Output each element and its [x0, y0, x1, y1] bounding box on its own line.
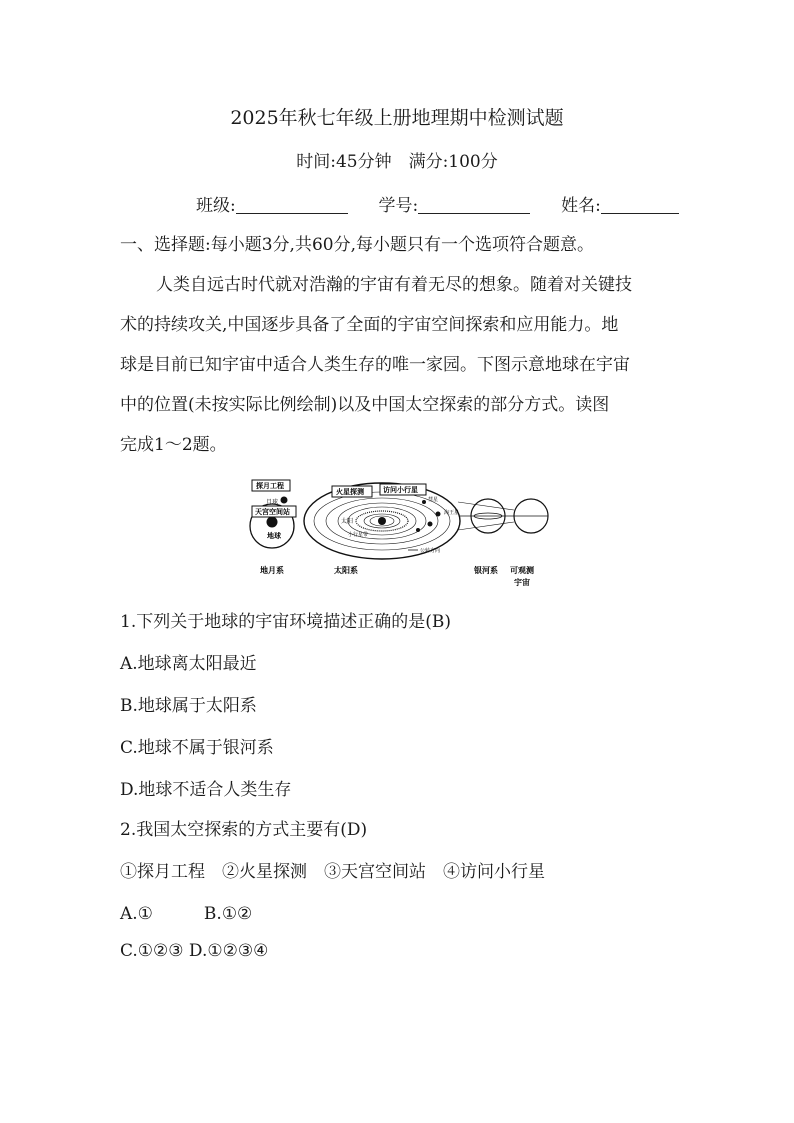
moon-project-label: 探月工程 [256, 482, 284, 490]
exam-title: 2025年秋七年级上册地理期中检测试题 [230, 107, 564, 129]
options-row[interactable]: A.① B.①② [120, 904, 253, 924]
moon-label: 月球 [266, 499, 279, 506]
student-info-row [196, 191, 679, 216]
neptune-label: 海王星 [444, 510, 460, 516]
mars-label: 火星探测 [336, 488, 364, 496]
earth-dot [267, 517, 278, 528]
class-label: 班级: [196, 196, 236, 216]
option-c[interactable]: C.地球不属于银河系 [120, 738, 274, 758]
universe-diagram [248, 474, 556, 594]
moon-dot [281, 497, 288, 504]
passage-line: 术的持续攻关,中国逐步具备了全面的宇宙空间探索和应用能力。地 [120, 315, 619, 335]
planet-dot [428, 522, 433, 527]
student-id-blank[interactable] [418, 195, 530, 214]
passage-line: 人类自远古时代就对浩瀚的宇宙有着无尽的想象。随着对关键技 [156, 275, 632, 295]
asteroid-belt-label: 小行星带 [348, 532, 369, 538]
passage-line: 完成1～2题。 [120, 435, 227, 455]
section-heading: 一、选择题:每小题3分,共60分,每小题只有一个选项符合题意。 [120, 235, 594, 255]
student-id-label: 学号: [378, 196, 419, 216]
name-label: 姓名: [561, 196, 601, 216]
question-stem: 1.下列关于地球的宇宙环境描述正确的是(B) [120, 612, 451, 632]
comet-label: 彗星 [428, 497, 439, 503]
caption-solar-system: 太阳系 [334, 566, 358, 575]
earth-label: 地球 [267, 532, 281, 540]
options-row[interactable]: C.①②③ D.①②③④ [120, 941, 269, 961]
caption-earth-moon: 地月系 [260, 566, 284, 575]
passage [120, 265, 680, 465]
revolution-label: 公转方向 [420, 548, 441, 554]
connector-line [458, 522, 514, 530]
question-items: ①探月工程 ②火星探测 ③天宫空间站 ④访问小行星 [120, 862, 545, 882]
tiangong-label: 天宫空间站 [255, 508, 290, 516]
name-blank[interactable] [601, 195, 679, 214]
question-stem: 2.我国太空探索的方式主要有(D) [120, 820, 368, 840]
passage-line: 中的位置(未按实际比例绘制)以及中国太空探索的部分方式。读图 [120, 395, 610, 415]
caption-observable-universe: 宇宙 [514, 578, 530, 587]
caption-galaxy: 银河系 [474, 566, 498, 575]
class-blank[interactable] [236, 195, 348, 214]
planet-dot [416, 528, 420, 532]
comet-dot [422, 500, 426, 504]
connector-line [458, 502, 514, 510]
passage-line: 球是目前已知宇宙中适合人类生存的唯一家园。下图示意地球在宇宙 [120, 355, 630, 375]
exam-time-score: 时间:45分钟 满分:100分 [296, 152, 498, 172]
option-a[interactable]: A.地球离太阳最近 [120, 654, 257, 674]
option-d[interactable]: D.地球不适合人类生存 [120, 780, 292, 800]
option-b[interactable]: B.地球属于太阳系 [120, 696, 257, 716]
sun-dot [378, 517, 386, 525]
caption-observable-universe: 可观测 [510, 566, 534, 575]
asteroid-visit-label: 访问小行星 [383, 486, 418, 494]
sun-label: 太阳 [341, 518, 354, 525]
planet-dot [436, 512, 441, 517]
